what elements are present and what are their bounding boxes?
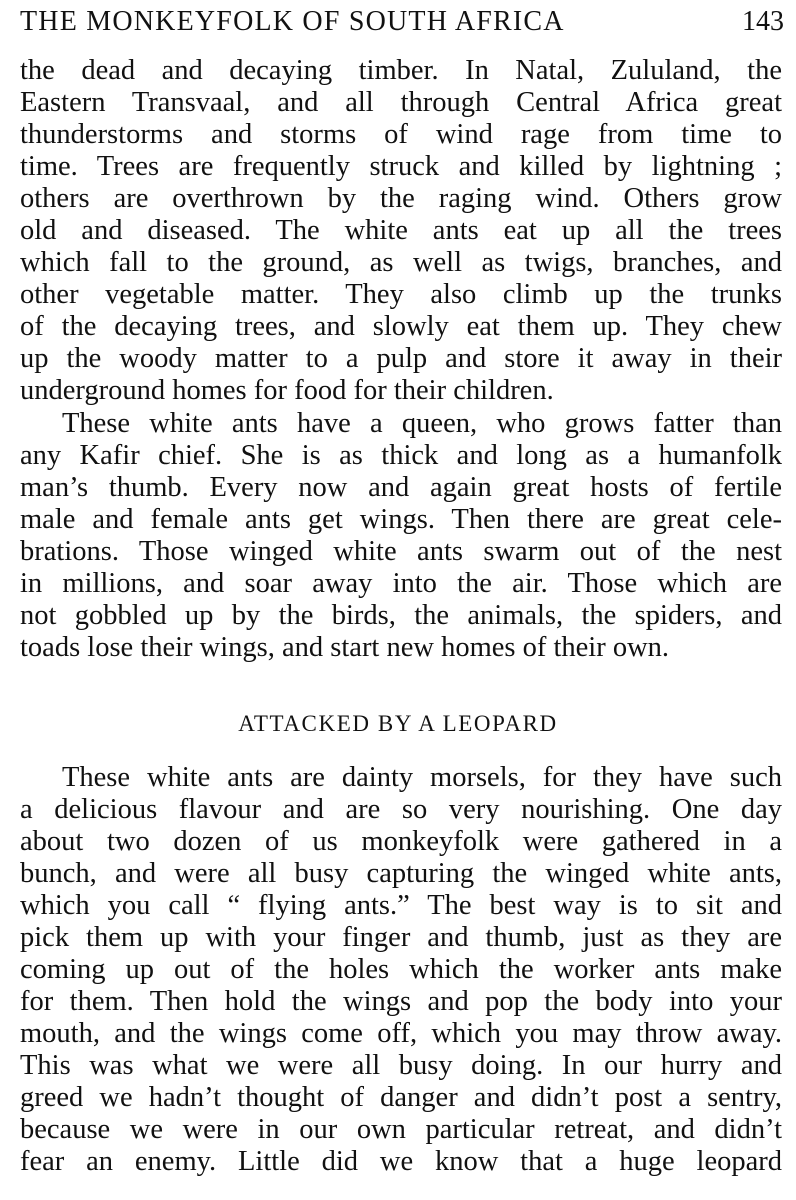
text-line: old and diseased. The white ants eat up all the trees (20, 215, 782, 246)
text-line: a delicious flavour and are so very nourishing. One day (20, 794, 782, 825)
text-line: thunderstorms and storms of wind rage from time to (20, 119, 782, 150)
text-line: These white ants have a queen, who grows fatter than (62, 408, 782, 439)
running-title: THE MONKEYFOLK OF SOUTH AFRICA (20, 6, 565, 37)
text-line: other vegetable matter. They also climb up the trunks (20, 279, 782, 310)
text-line: toads lose their wings, and start new homes of their own. (20, 632, 670, 663)
text-line: up the woody matter to a pulp and store it away in their (20, 343, 782, 374)
text-line: any Kafir chief. She is as thick and long as a humanfolk (20, 440, 782, 471)
text-line: male and female ants get wings. Then there are great cele- (20, 504, 782, 535)
page-number: 143 (742, 6, 784, 37)
text-line: mouth, and the wings come off, which you may throw away. (20, 1018, 782, 1049)
text-line: brations. Those winged white ants swarm out of the nest (20, 536, 782, 567)
text-line: greed we hadn’t thought of danger and didn’t post a sentry, (20, 1082, 782, 1113)
running-head (20, 2, 784, 42)
text-line: Eastern Transvaal, and all through Central Africa great (20, 87, 782, 118)
text-line: underground homes for food for their children. (20, 375, 554, 406)
text-line: others are overthrown by the raging wind. Others grow (20, 183, 782, 214)
text-line: time. Trees are frequently struck and killed by lightning ; (20, 151, 782, 182)
text-line: about two dozen of us monkeyfolk were gathered in a (20, 826, 782, 857)
text-line: This was what we were all busy doing. In our hurry and (20, 1050, 782, 1081)
text-line: These white ants are dainty morsels, for they have such (62, 762, 782, 793)
text-line: in millions, and soar away into the air. Those which are (20, 568, 782, 599)
text-line: not gobbled up by the birds, the animals, the spiders, and (20, 600, 782, 631)
text-line: of the decaying trees, and slowly eat them up. They chew (20, 311, 782, 342)
text-line: for them. Then hold the wings and pop the body into your (20, 986, 782, 1017)
text-line: which fall to the ground, as well as twigs, branches, and (20, 247, 782, 278)
text-line: pick them up with your finger and thumb, just as they are (20, 922, 782, 953)
text-line: coming up out of the holes which the worker ants make (20, 954, 782, 985)
text-line: because we were in our own particular retreat, and didn’t (20, 1114, 782, 1145)
text-line: man’s thumb. Every now and again great hosts of fertile (20, 472, 782, 503)
text-line: fear an enemy. Little did we know that a huge leopard (20, 1146, 782, 1177)
text-line: which you call “ flying ants.” The best way is to sit and (20, 890, 782, 921)
text-line: the dead and decaying timber. In Natal, Zululand, the (20, 55, 782, 86)
text-line: bunch, and were all busy capturing the winged white ants, (20, 858, 782, 889)
section-heading: ATTACKED BY A LEOPARD (238, 711, 558, 736)
